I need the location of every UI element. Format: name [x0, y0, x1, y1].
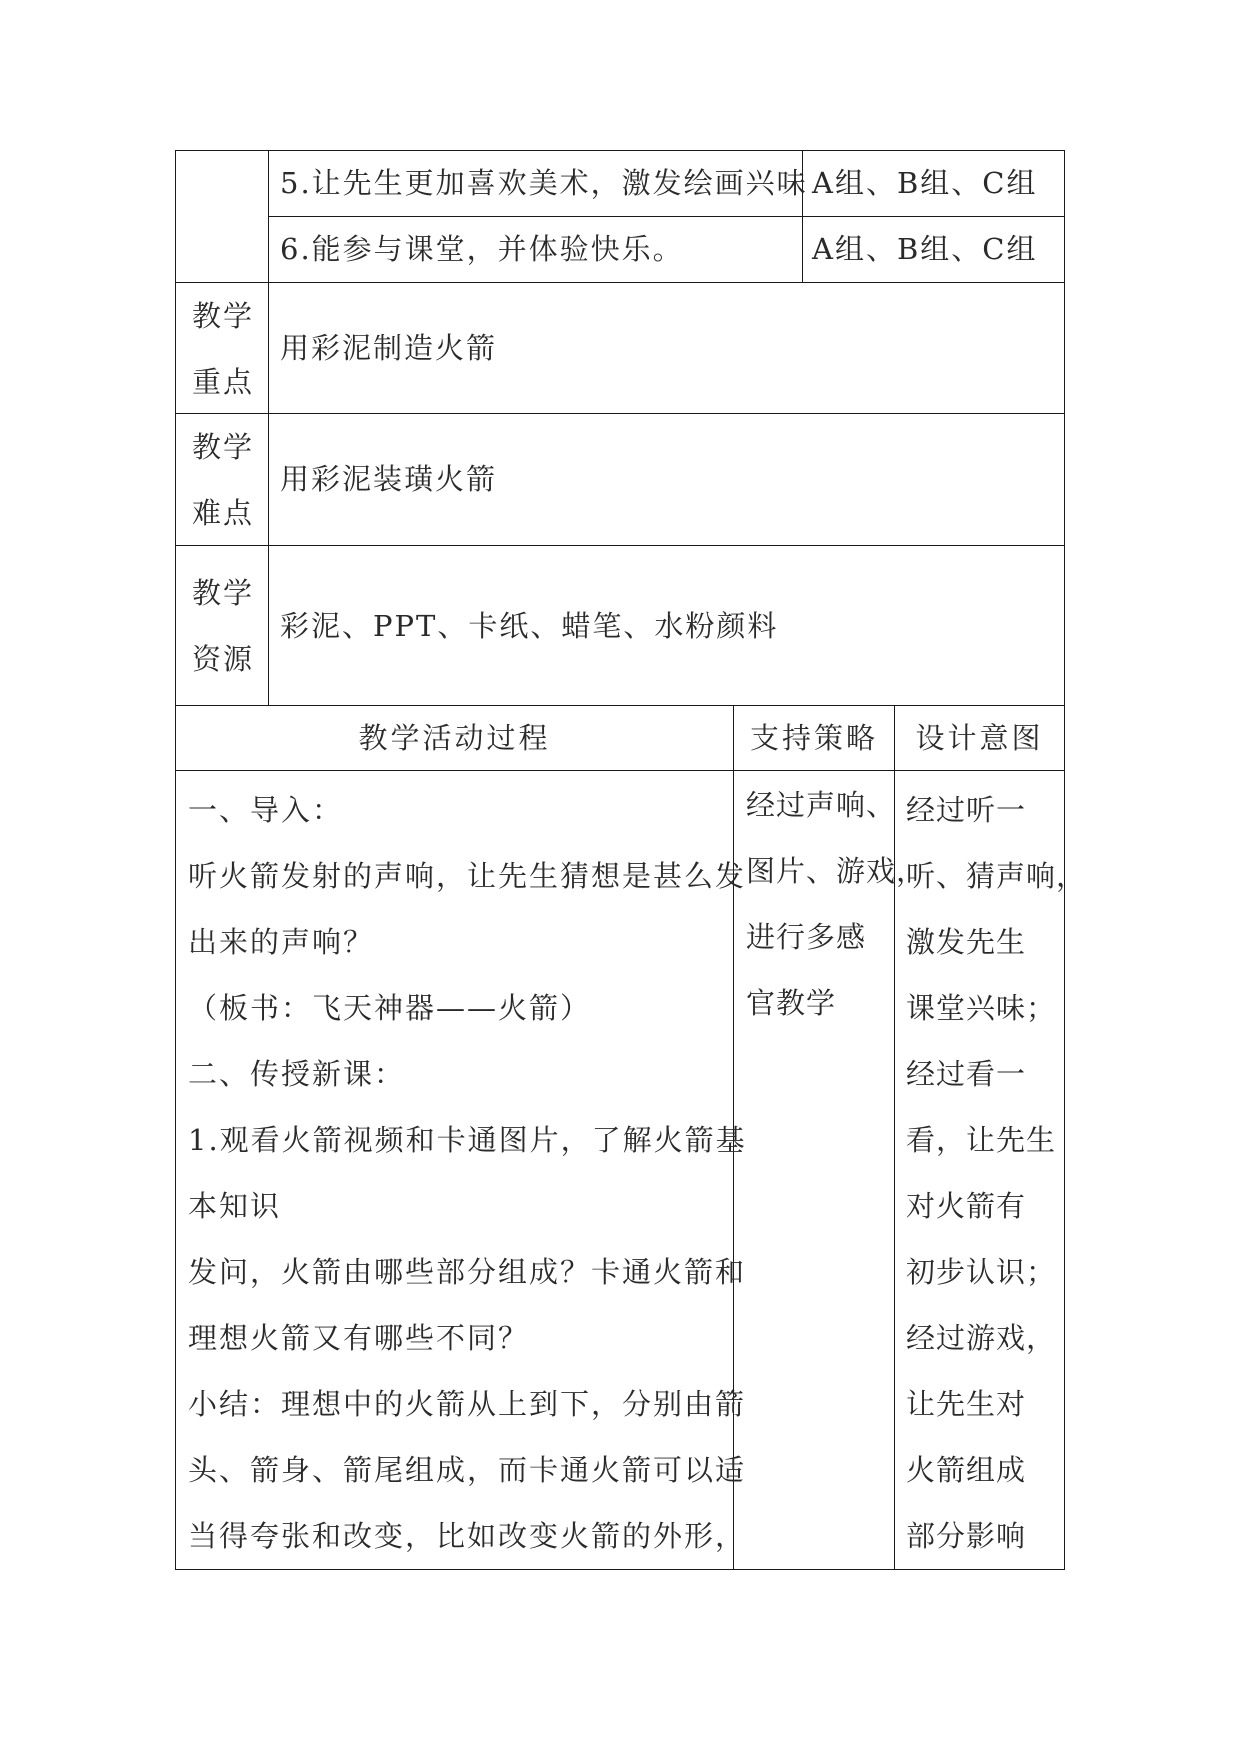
intent-line: 部分影响	[906, 1519, 1027, 1553]
strategy-content	[746, 772, 926, 1036]
objective-5-groups: A组、B组、C组	[812, 166, 1038, 200]
row-divider-resources	[175, 545, 1065, 546]
intent-line: 经过游戏，	[906, 1321, 1057, 1355]
key-point-value: 用彩泥制造火箭	[280, 331, 498, 365]
intent-line: 火箭组成	[906, 1453, 1027, 1487]
table-border-left	[175, 150, 176, 1569]
process-line: 当得夸张和改变，比如改变火箭的外形，	[188, 1519, 747, 1553]
intent-content	[906, 777, 1086, 1569]
process-line: 头、箭身、箭尾组成，而卡通火箭可以适	[188, 1453, 747, 1487]
strategy-line: 图片、游戏，	[746, 854, 927, 888]
process-line: 小结：理想中的火箭从上到下，分别由箭	[188, 1387, 747, 1421]
intent-line: 初步认识；	[906, 1255, 1057, 1289]
intent-line: 经过看一	[906, 1057, 1027, 1091]
key-point-label: 教学 重点	[191, 299, 254, 399]
intent-header: 设计意图	[915, 721, 1044, 755]
intent-line: 课堂兴味；	[906, 991, 1057, 1025]
table-border-bottom	[175, 1569, 1065, 1570]
process-line: 出来的声响？	[188, 925, 375, 959]
process-line: 听火箭发射的声响，让先生猜想是甚么发	[188, 859, 747, 893]
row-divider-process-body	[175, 770, 1065, 771]
intent-line: 看，让先生	[906, 1123, 1057, 1157]
process-line: 一、导入：	[188, 793, 344, 827]
resources-value: 彩泥、PPT、卡纸、蜡笔、水粉颜料	[280, 609, 779, 643]
objective-6-groups: A组、B组、C组	[812, 232, 1038, 266]
resources-label: 教学 资源	[191, 576, 254, 676]
row-divider-keypoint	[175, 282, 1065, 283]
strategy-line: 经过声响、	[746, 788, 897, 822]
intent-line: 对火箭有	[906, 1189, 1027, 1223]
process-line: 本知识	[188, 1189, 282, 1223]
objective-5-text: 5.让先生更加喜欢美术，激发绘画兴味	[280, 166, 808, 200]
intent-line: 激发先生	[906, 925, 1027, 959]
label-column-divider	[268, 150, 269, 705]
process-line: （板书：飞天神器——火箭）	[188, 991, 592, 1025]
objective-6-text: 6.能参与课堂，并体验快乐。	[280, 232, 684, 266]
strategy-header: 支持策略	[749, 721, 878, 755]
process-header: 教学活动过程	[358, 721, 551, 755]
strategy-line: 进行多感	[746, 920, 867, 954]
process-line: 发问，火箭由哪些部分组成？卡通火箭和	[188, 1255, 747, 1289]
process-line: 理想火箭又有哪些不同？	[188, 1321, 530, 1355]
intent-line: 听、猜声响，	[906, 859, 1087, 893]
difficulty-label: 教学 难点	[191, 430, 254, 530]
difficulty-value: 用彩泥装璜火箭	[280, 462, 498, 496]
process-content	[188, 777, 747, 1569]
intent-line: 经过听一	[906, 793, 1027, 827]
process-line: 1.观看火箭视频和卡通图片，了解火箭基	[188, 1123, 747, 1157]
intent-line: 让先生对	[906, 1387, 1027, 1421]
row-divider-difficulty	[175, 413, 1065, 414]
strategy-line: 官教学	[746, 986, 837, 1020]
process-line: 二、传授新课：	[188, 1057, 406, 1091]
